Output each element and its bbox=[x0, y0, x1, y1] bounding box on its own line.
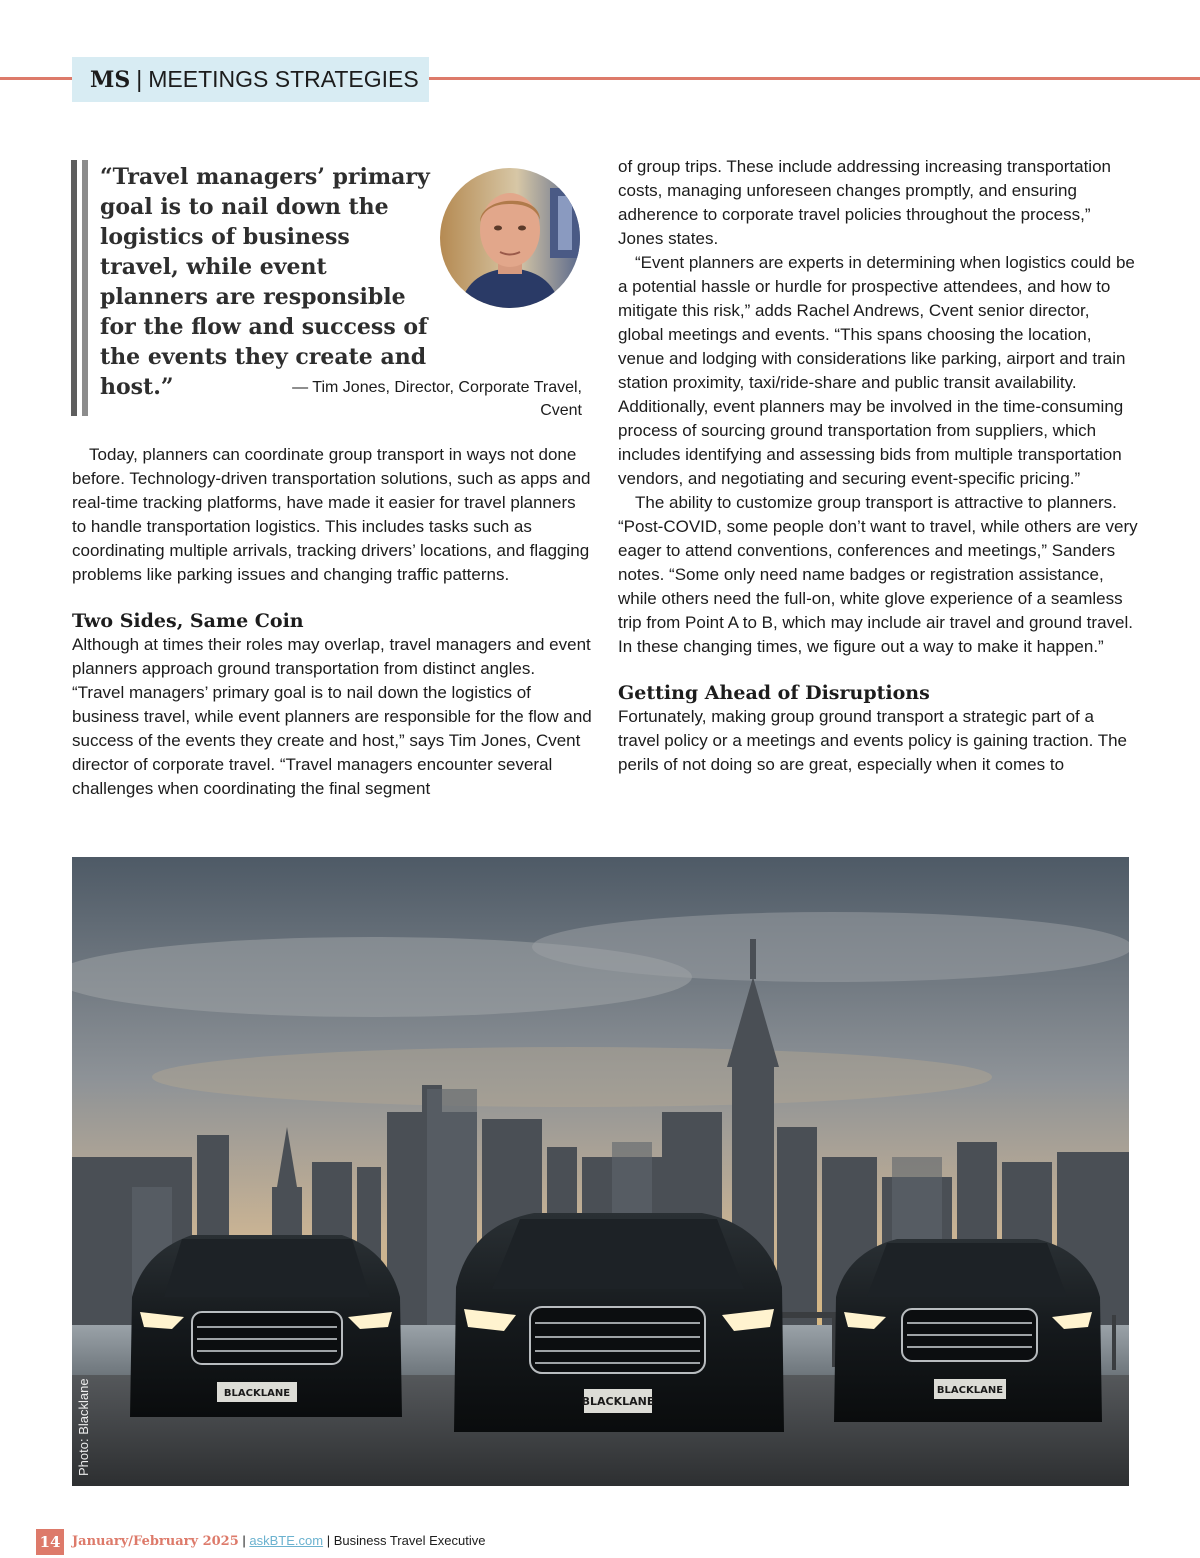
photo-credit: Photo: Blacklane bbox=[76, 1378, 91, 1476]
footer-separator: | bbox=[242, 1533, 246, 1548]
left-column bbox=[72, 443, 592, 801]
pull-quote: “Travel managers’ primary goal is to nail down the logistics of business travel, while event planners are responsible for the flow and success of the events they create and host.” bbox=[100, 164, 430, 400]
page-number: 14 bbox=[36, 1529, 64, 1555]
section-title: MEETINGS STRATEGIES bbox=[148, 66, 419, 92]
body-paragraph: Fortunately, making group ground transport a strategic part of a travel policy or a meetings and events policy is gaining traction. The perils of not doing so are great, especially when it comes to bbox=[618, 707, 1128, 774]
section-separator: | bbox=[136, 66, 143, 92]
body-paragraph: Although at times their roles may overlap, travel managers and event planners approach ground transportation from distinct angles. “Travel managers’ primary goal is to nail down the logistics of business travel, while event planners are responsible for the flow and success of the events they create and host,” says Tim Jones, Cvent director of corporate travel. “Travel managers encounter several challenges when coordinating the final segment bbox=[72, 635, 592, 798]
footer bbox=[72, 1533, 485, 1549]
section-heading: Two Sides, Same Coin bbox=[72, 610, 304, 632]
right-column bbox=[618, 155, 1138, 777]
body-paragraph: Today, planners can coordinate group transport in ways not done before. Technology-driven transportation solutions, such as apps and real-time tracking platforms, have made it easier for travel planners to handle transportation logistics. This includes tasks such as coordinating multiple arrivals, tracking drivers’ locations, and flagging problems like parking issues and changing traffic patterns. bbox=[72, 445, 591, 584]
issue-date: January/February 2025 bbox=[72, 1534, 239, 1549]
publication-name: | Business Travel Executive bbox=[326, 1533, 486, 1548]
pull-quote-bar bbox=[82, 160, 88, 416]
headshot-photo bbox=[440, 168, 580, 308]
license-plate: BLACKLANE bbox=[223, 1388, 291, 1399]
attribution-line: Cvent bbox=[540, 402, 582, 419]
cars-skyline-photo bbox=[72, 857, 1129, 1486]
license-plate: BLACKLANE bbox=[581, 1395, 655, 1408]
website-link[interactable]: askBTE.com bbox=[249, 1533, 324, 1548]
attribution-line: — Tim Jones, Director, Corporate Travel, bbox=[292, 379, 582, 396]
section-heading: Getting Ahead of Disruptions bbox=[618, 682, 930, 704]
license-plate: BLACKLANE bbox=[936, 1385, 1004, 1396]
body-paragraph: “Event planners are experts in determining when logistics could be a potential hassle or hurdle for prospective attendees, and how to mitigate this risk,” adds Rachel Andrews, Cvent senior director, global meetings and events. “This spans choosing the location, venue and lodging with considerations like parking, airport and train station proximity, taxi/ride-share and public transit availability. Additionally, event planners may be involved in the time-consuming process of sourcing ground transportation from suppliers, which includes identifying and assessing bids from multiple transportation vendors, and negotiating and securing event-specific pricing.” bbox=[618, 253, 1135, 488]
section-abbr: MS bbox=[90, 66, 131, 93]
body-paragraph: The ability to customize group transport is attractive to planners. “Post-COVID, some people don’t want to travel, while others are very eager to attend conventions, conferences and meetings,” Sanders notes. “Some only need name badges or registration assistance, while others need the full-on, white glove experience of a seamless trip from Point A to B, which may include air travel and ground travel. In these changing times, we figure out a way to make it happen.” bbox=[618, 493, 1138, 656]
pull-quote-attribution bbox=[240, 376, 582, 422]
section-tag bbox=[72, 57, 429, 102]
pull-quote-bar bbox=[71, 160, 77, 416]
body-paragraph: of group trips. These include addressing increasing transportation costs, managing unforeseen changes promptly, and ensuring adherence to corporate travel policies throughout the process,” Jones states. bbox=[618, 157, 1111, 248]
